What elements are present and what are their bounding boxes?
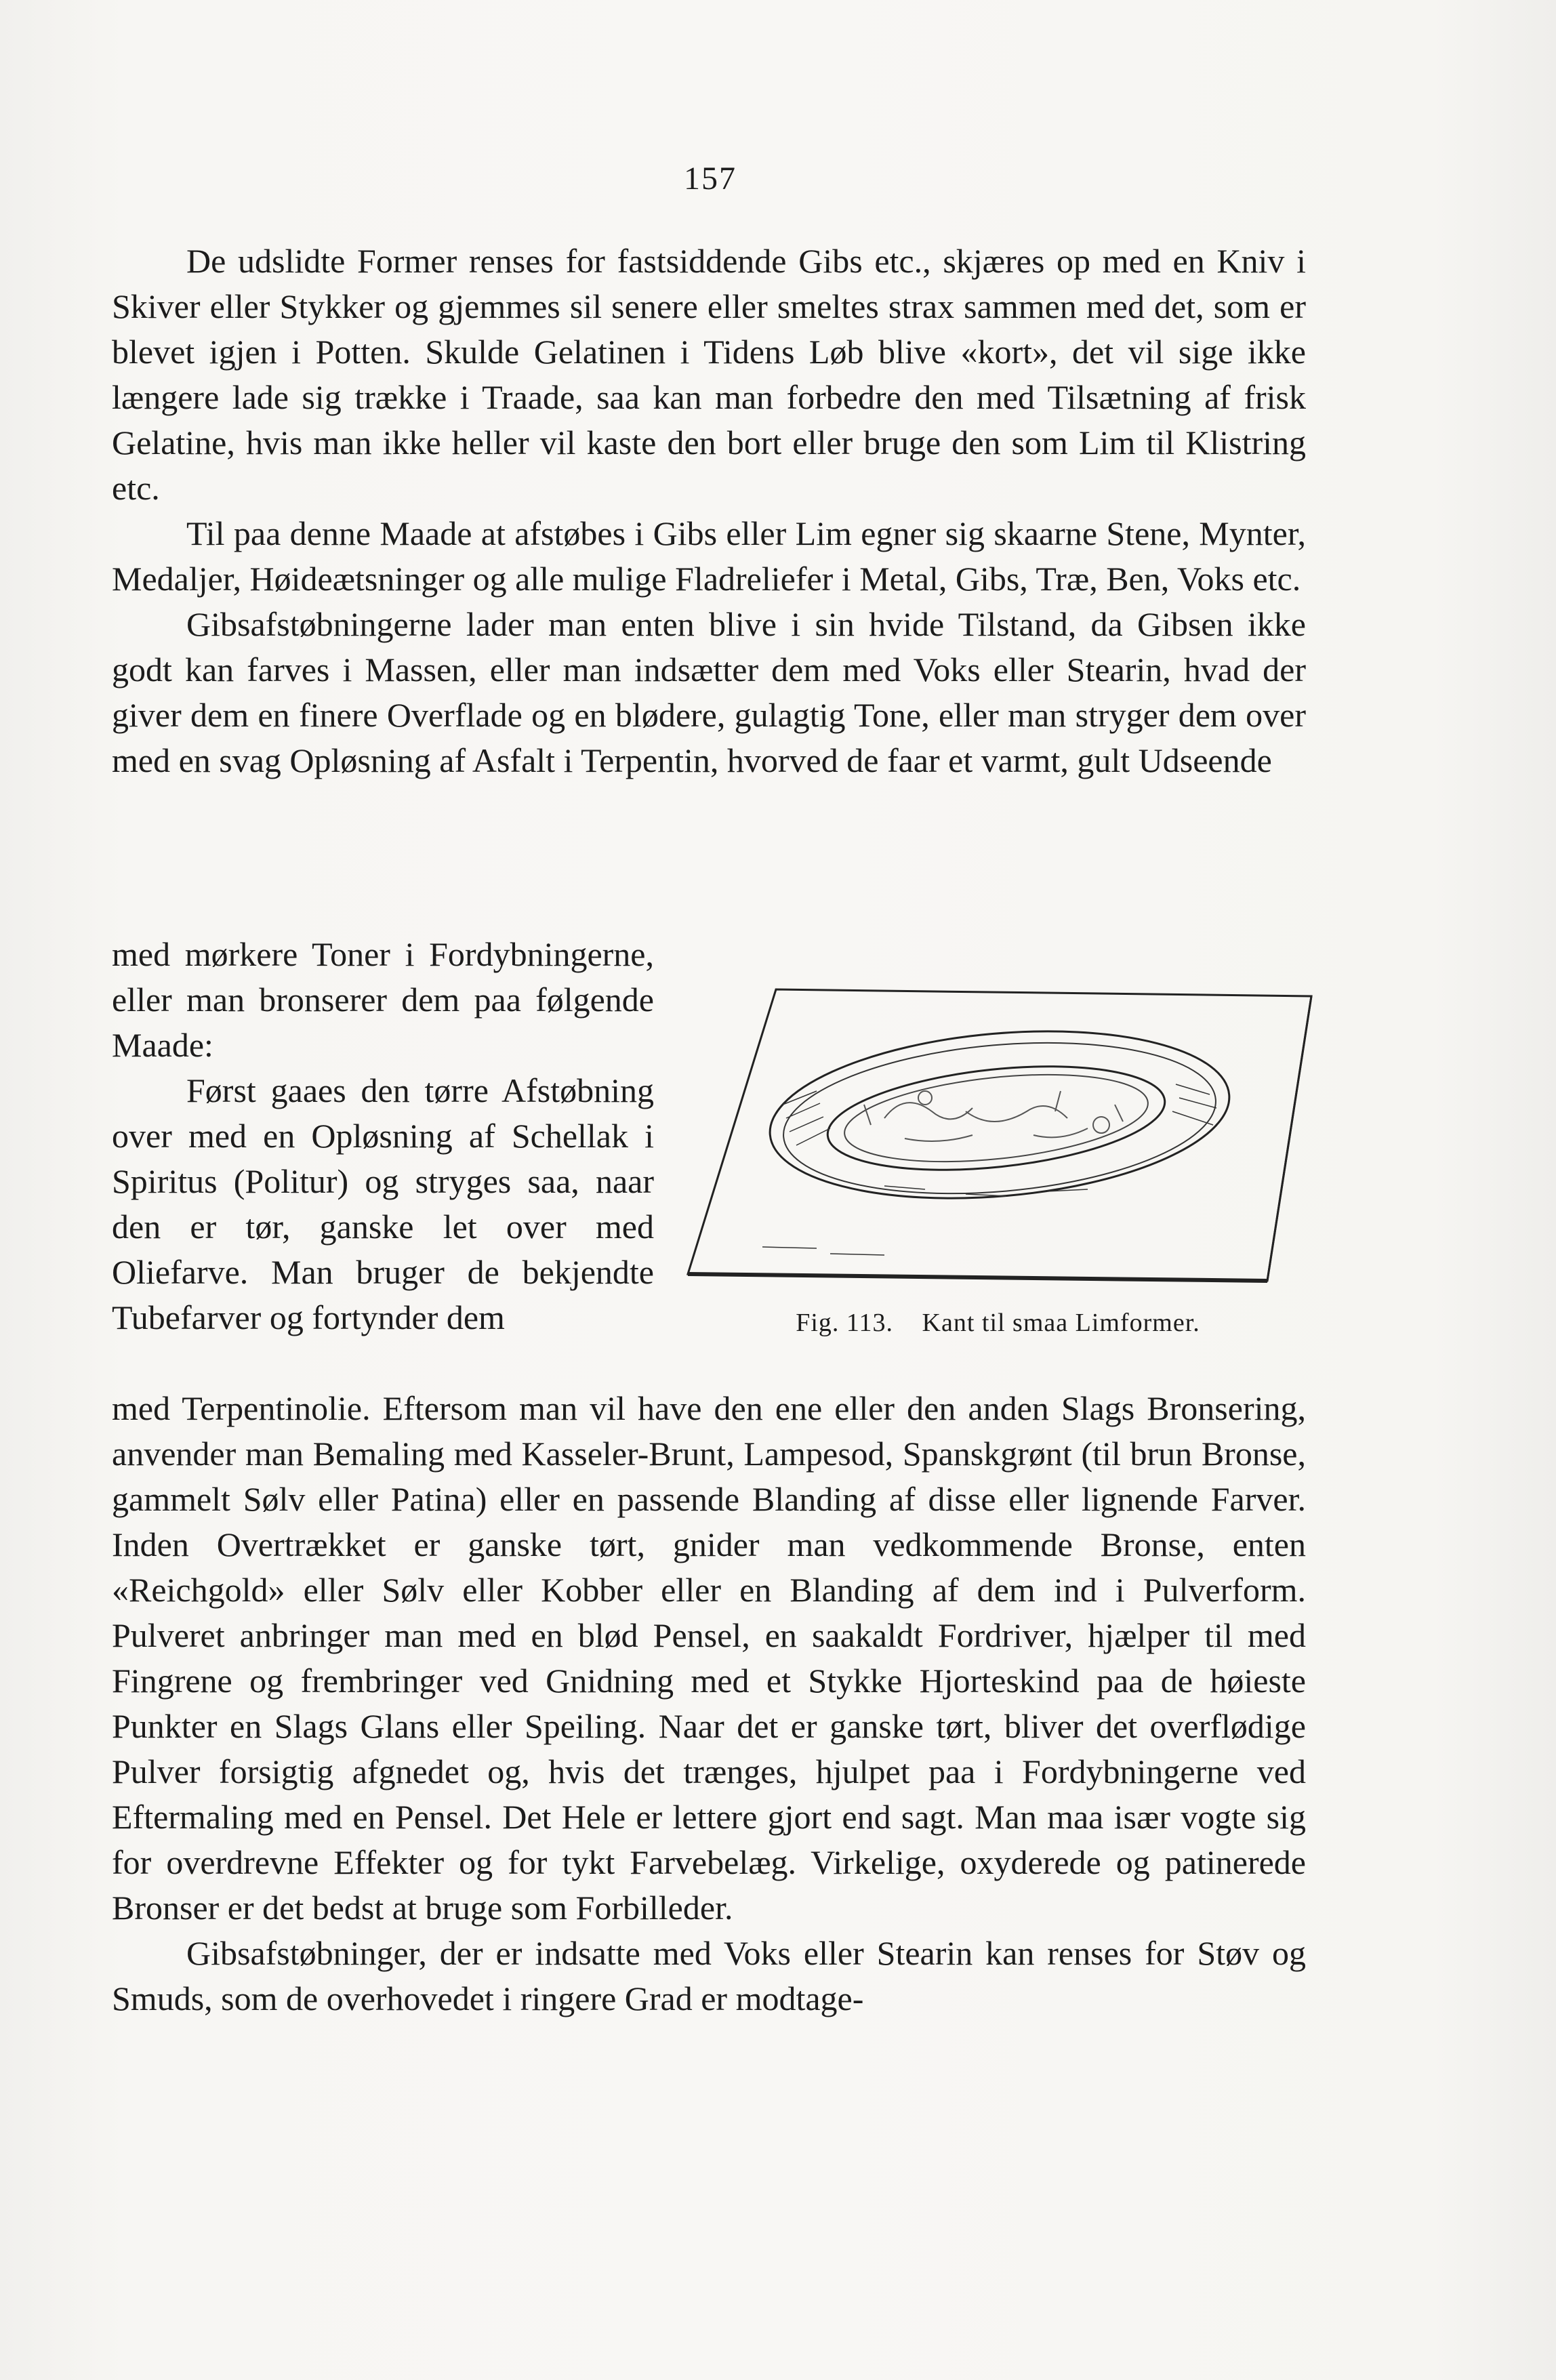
- paragraph-4-continued: med Terpentinolie. Eftersom man vil have den ene eller den anden Slags Bronsering, anvender man Bemaling med Kasseler-Brunt, Lampesod, Spanskgrønt (til brun Bronse, gammelt Sølv eller Patina) eller en passende Blanding af disse eller lignende Farver. Inden Overtrækket er ganske tørt, gnider man vedkommende Bronse, enten «Reichgold» eller Sølv eller Kobber eller en Blanding af dem ind i Pulverform. Pulveret anbringer man med en blød Pensel, en saakaldt Fordriver, hjælper til med Fingrene og frembringer ved Gnidning med et Stykke Hjorteskind paa de høieste Punkter en Slags Glans eller Speiling. Naar det er ganske tørt, bliver det overflødige Pulver forsigtig afgnedet og, hvis det trænges, hjulpet paa i Fordybningerne ved Eftermaling med en Pensel. Det Hele er lettere gjort end sagt. Man maa især vogte sig for overdrevne Effekter og for tykt Farvebelæg. Virkelige, oxyderede og patinerede Bronser er det bedst at bruge som Forbilleder.: [112, 1389, 1306, 1927]
- figure-caption: [681, 1308, 1315, 1338]
- figure-label: Fig. 113.: [796, 1309, 894, 1337]
- text-block-top: [112, 239, 1306, 783]
- mold-frame-illustration: [681, 983, 1315, 1301]
- figure-illustration: [681, 983, 1315, 1301]
- page-number: 157: [684, 161, 737, 197]
- paragraph-3: Gibsafstøbningerne lader man enten blive i sin hvide Tilstand, da Gibsen ikke godt kan farves i Massen, eller man indsætter dem med Voks eller Stearin, hvad der giver dem en finere Overflade og en blødere, gulagtig Tone, eller man stryger dem over med en svag Opløsning af Asfalt i Terpentin, hvorved de faar et varmt, gult Udseende: [112, 605, 1306, 779]
- text-block-bottom: [112, 1386, 1306, 2022]
- paragraph-5: Gibsafstøbninger, der er indsatte med Voks eller Stearin kan renses for Støv og Smuds, som de overhovedet i ringere Grad er modtage-: [112, 1934, 1306, 2017]
- paragraph-1: De udslidte Former renses for fastsiddende Gibs etc., skjæres op med en Kniv i Skiver eller Stykker og gjemmes sil senere eller smeltes strax sammen med det, som er blevet igjen i Potten. Skulde Gelatinen i Tidens Løb blive «kort», det vil sige ikke længere lade sig trække i Traade, saa kan man forbedre den med Tilsætning af frisk Gelatine, hvis man ikke heller vil kaste den bort eller bruge den som Lim til Klistring etc.: [112, 242, 1306, 507]
- paragraph-2: Til paa denne Maade at afstøbes i Gibs eller Lim egner sig skaarne Stene, Mynter, Medaljer, Høideætsninger og alle mulige Fladreliefer i Metal, Gibs, Træ, Ben, Voks etc.: [112, 514, 1306, 598]
- paragraph-4: Først gaaes den tørre Afstøbning over med en Opløsning af Schellak i Spiritus (Politur) og stryges saa, naar den er tør, ganske let over med Oliefarve. Man bruger de bekjendte Tubefarver og fortynder dem: [112, 1071, 654, 1336]
- text-block-wrapped: [112, 932, 654, 1340]
- paragraph-3-continued: med mørkere Toner i Fordybningerne, eller man bronserer dem paa følgende Maade:: [112, 935, 654, 1064]
- figure-caption-text: Kant til smaa Limformer.: [922, 1309, 1200, 1337]
